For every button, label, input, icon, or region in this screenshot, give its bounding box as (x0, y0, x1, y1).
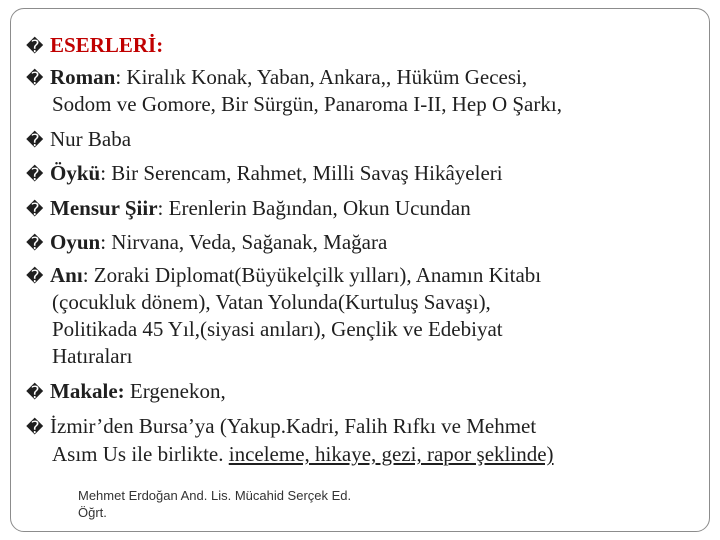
bullet-icon: � (26, 200, 44, 220)
heading-line (26, 32, 694, 61)
bullet-icon: � (26, 234, 44, 254)
ani-continuation-3: Hatıraları (52, 344, 133, 368)
oyun-label: Oyun (50, 230, 101, 254)
makale-text: Ergenekon, (124, 379, 226, 403)
bullet-icon: � (26, 267, 44, 287)
ani-text: : Zoraki Diplomat(Büyükelçilk yılları), Anamın Kitabı (82, 263, 542, 287)
ani-label: Anı (50, 263, 83, 287)
izmir-item (26, 413, 694, 442)
mensur-siir-text: : Erenlerin Bağından, Okun Ucundan (157, 196, 471, 220)
izmir-continuation (52, 441, 554, 468)
ani-continuation-2: Politikada 45 Yıl,(siyasi anıları), Gençlik ve Edebiyat (52, 317, 503, 341)
izmir-text: İzmir’den Bursa’ya (Yakup.Kadri, Falih Rıfkı ve Mehmet (50, 414, 537, 438)
ani-continuation-1: (çocukluk dönem), Vatan Yolunda(Kurtuluş Savaşı), (52, 290, 491, 314)
roman-label: Roman (50, 65, 116, 89)
bullet-icon: � (26, 165, 44, 185)
nur-baba-text: Nur Baba (50, 127, 132, 151)
oyku-text: : Bir Serencam, Rahmet, Milli Savaş Hikâyeleri (100, 161, 503, 185)
oyun-text: : Nirvana, Veda, Sağanak, Mağara (100, 230, 388, 254)
oyku-item (26, 160, 694, 189)
oyun-item (26, 229, 694, 258)
roman-text: : Kiralık Konak, Yaban, Ankara,, Hüküm Gecesi, (115, 65, 528, 89)
makale-item (26, 378, 694, 407)
izmir-continuation-plain: Asım Us ile birlikte. (52, 442, 229, 466)
bullet-icon: � (26, 383, 44, 403)
mensur-siir-item (26, 195, 694, 224)
footer-credit: Mehmet Erdoğan And. Lis. Mücahid Serçek Ed. Öğrt. (78, 488, 352, 520)
bullet-icon: � (26, 37, 44, 57)
bullet-icon: � (26, 131, 44, 151)
bullet-icon: � (26, 69, 44, 89)
roman-continuation: Sodom ve Gomore, Bir Sürgün, Panaroma I-II, Hep O Şarkı, (52, 92, 562, 116)
heading: ESERLERİ: (50, 33, 164, 57)
makale-label: Makale: (50, 379, 125, 403)
oyku-label: Öykü (50, 161, 101, 185)
mensur-siir-label: Mensur Şiir (50, 196, 158, 220)
bullet-icon: � (26, 418, 44, 438)
roman-item (26, 64, 694, 93)
izmir-continuation-underlined: inceleme, hikaye, gezi, rapor şeklinde) (228, 442, 554, 466)
ani-item (26, 262, 694, 291)
nur-baba-item (26, 126, 694, 155)
